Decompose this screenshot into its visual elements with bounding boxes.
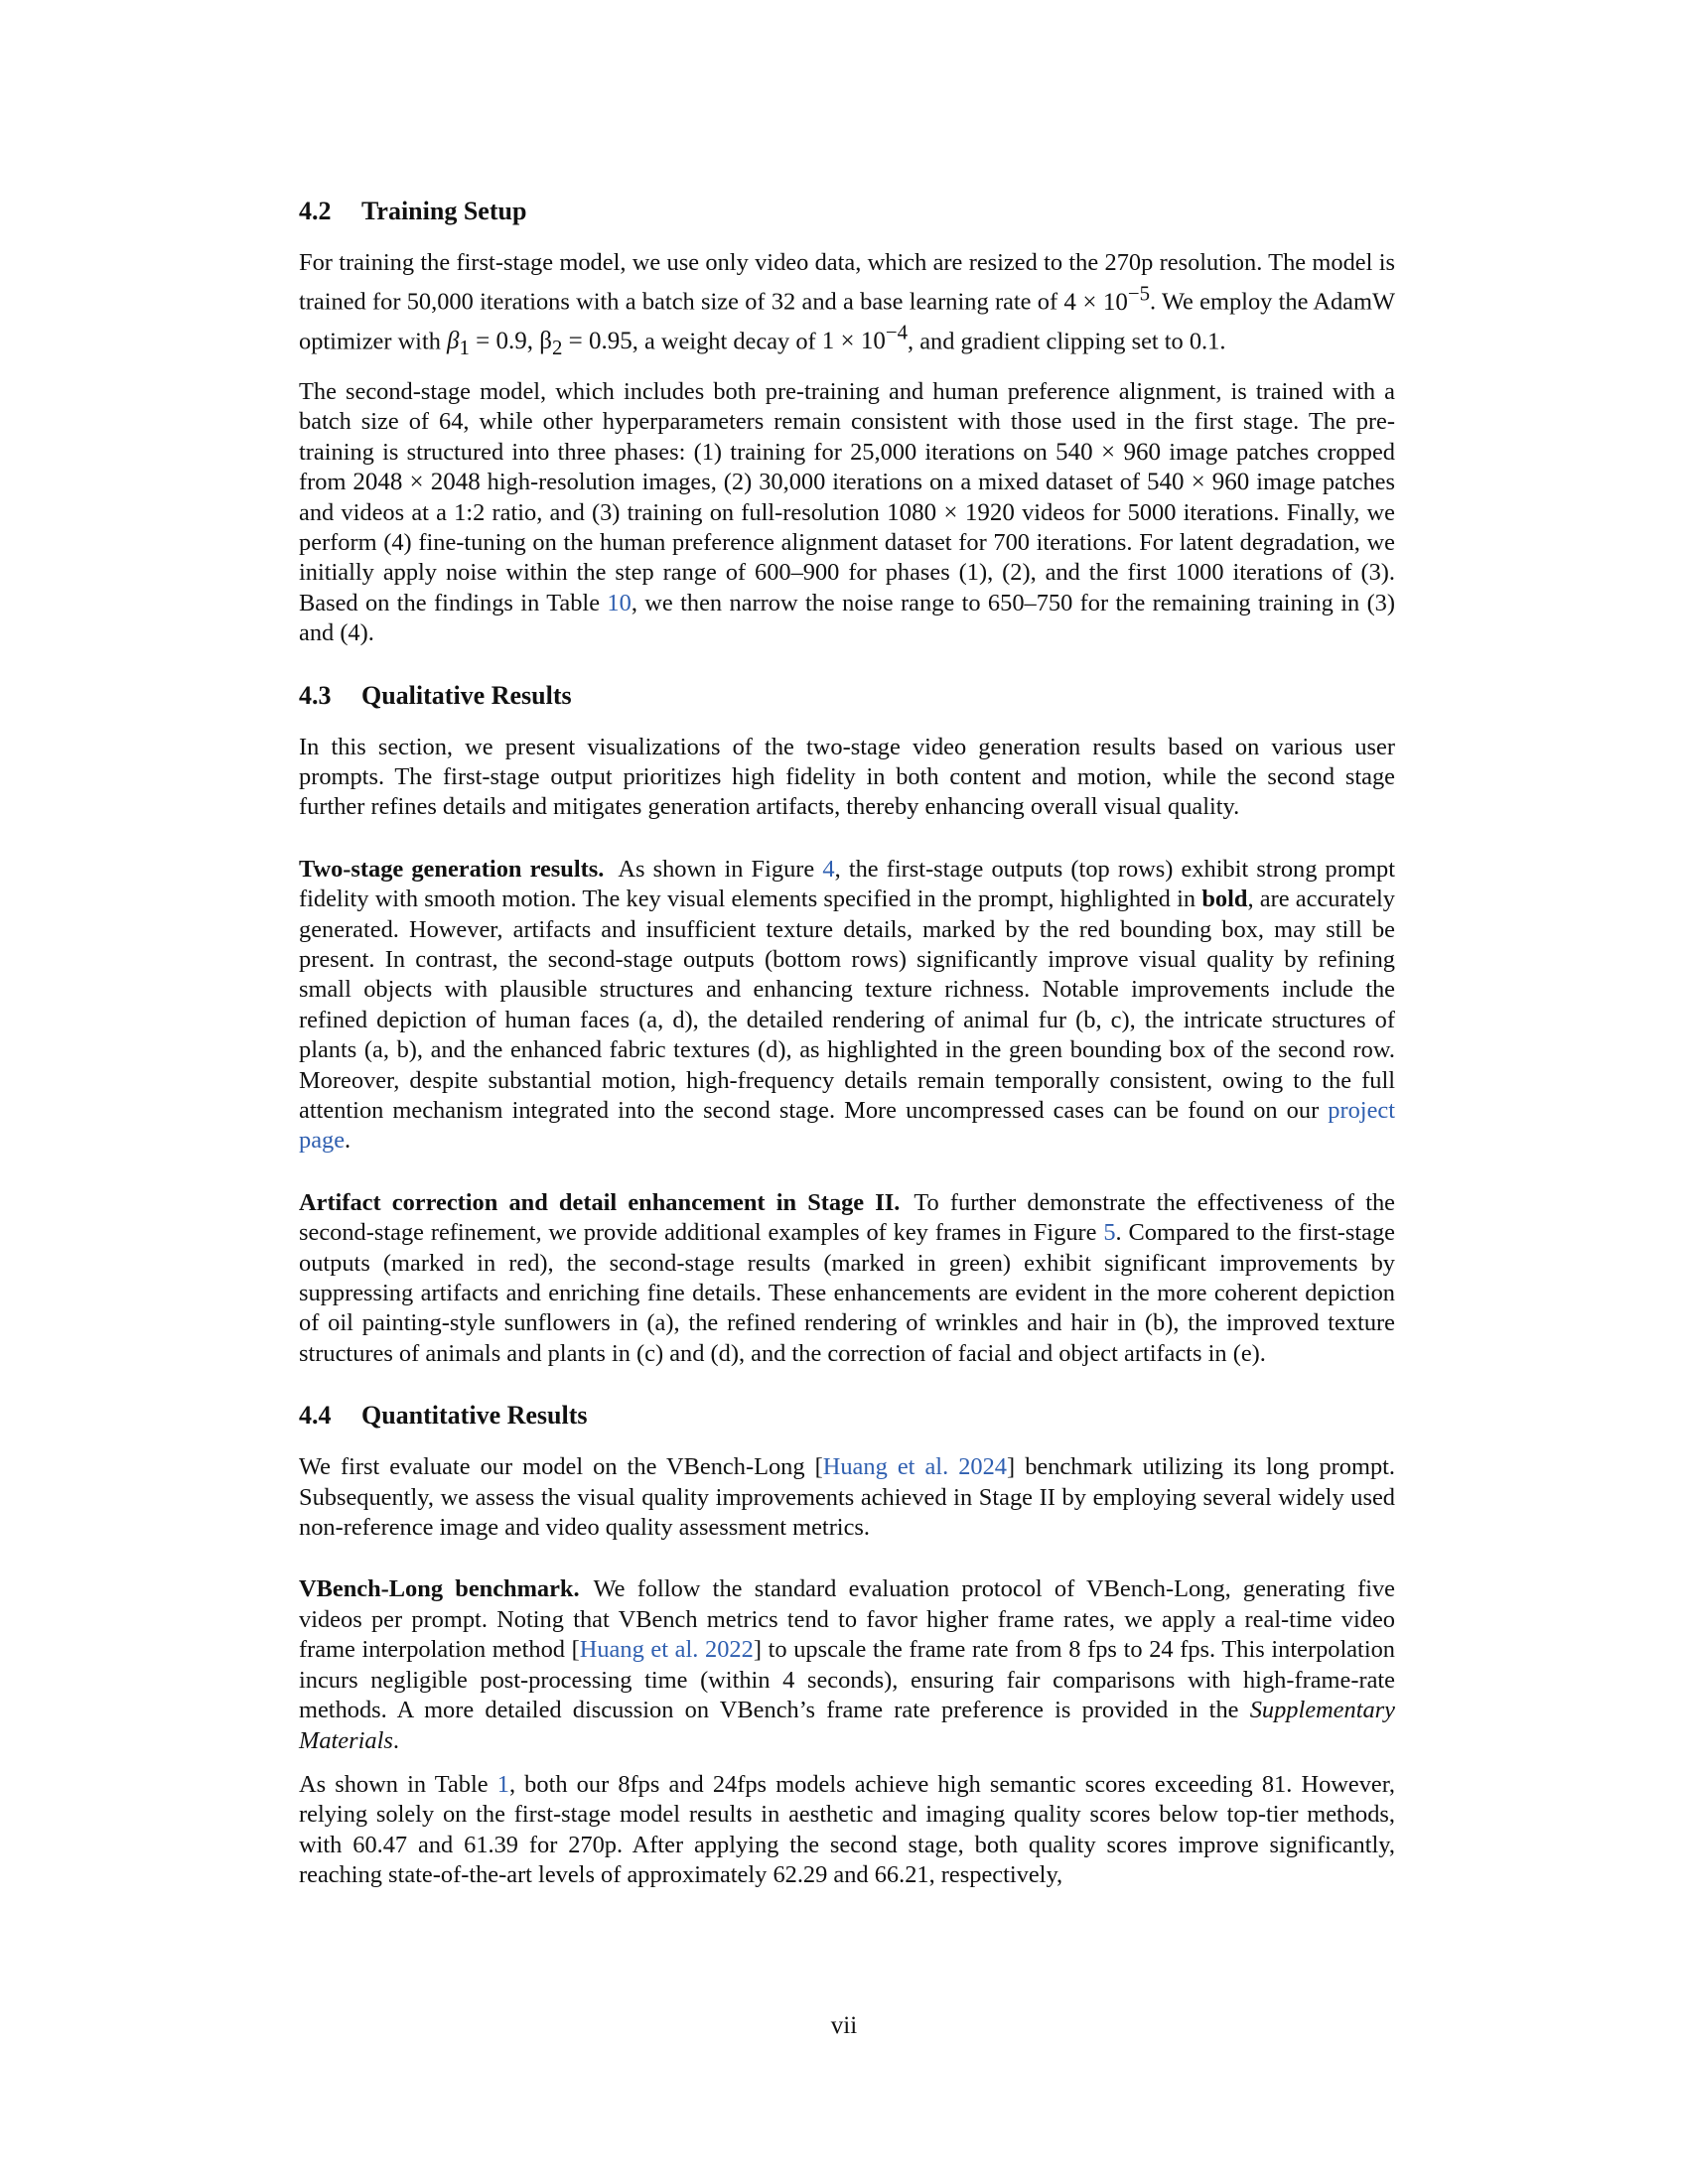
table-reference-link[interactable]: 1 [496, 1770, 509, 1798]
math-sub: 2 [551, 336, 563, 360]
text-run: , the first-stage outputs (top rows) exhibit strong prompt fidelity with smooth motion. The key visual elements specified in the prompt, highlighted in [299, 855, 1395, 913]
text-run: high-resolution images, (2) 30,000 iterations on a mixed dataset of [480, 469, 1147, 496]
paragraph-two-stage-results [299, 855, 1395, 1157]
text-run: . [392, 1726, 399, 1754]
paragraph-qualitative-intro: In this section, we present visualizations of the two-stage video generation results based on various user prompts. The first-stage output prioritizes high fidelity in both content and motion, while the second stage further refines details and mitigates generation artifacts, thereby enhancing overall visual quality. [299, 733, 1395, 821]
math-weight-decay [821, 321, 909, 355]
text-run: We follow the standard evaluation protocol of VBench-Long, generating five videos per prompt. Noting that VBench metrics tend to favor higher frame rates, we apply a real-time video frame interpolation method [ [299, 1575, 1395, 1664]
section-heading-4-3 [299, 681, 1395, 711]
math-run: β [447, 328, 460, 355]
text-run: , and gradient clipping set to 0.1. [908, 328, 1226, 355]
paragraph-training-second-stage [299, 377, 1395, 649]
project-page-link[interactable]: project page [299, 1097, 1395, 1155]
text-run: . We employ the AdamW optimizer with [299, 288, 1395, 355]
text-run: , are accurately generated. However, artifacts and insufficient texture details, marked by the red bounding box, may still be present. In contrast, the second-stage outputs (bottom rows) significantly improve visual quality by refining small objects with plausible structures and enhancing texture richness. Notable improvements include the refined depiction of human faces (a, d), the detailed rendering of animal fur (b, c), the intricate structures of plants (a, b), and the enhanced fabric textures (d), as highlighted in the green bounding box of the second row. Moreover, despite substantial motion, high-frequency details remain temporally consistent, owing to the full attention mechanism integrated into the second stage. More uncompressed cases can be found on our [299, 886, 1395, 1124]
text-run: , both our 8fps and 24fps models achieve high semantic scores exceeding 81. However, relying solely on the first-stage model results in aesthetic and imaging quality scores below top-tier methods, with 60.47 and 61.39 for 270p. After applying the second stage, both quality scores improve significantly, reaching state-of-the-art levels of approximately 62.29 and 66.21, respectively, [299, 1770, 1395, 1889]
text-run: . [345, 1127, 352, 1155]
paper-page [299, 197, 1395, 1891]
section-heading-4-4 [299, 1401, 1395, 1431]
paragraph-artifact-correction [299, 1188, 1395, 1369]
paragraph-vbench-results [299, 1770, 1395, 1891]
text-run: ] to upscale the frame rate from 8 fps to 24 fps. This interpolation incurs negligible post-processing time (within 4 seconds), ensuring fair comparisons with high-frame-rate methods. A more detailed discussion on VBench’s frame rate preference is provided in the [299, 1636, 1396, 1724]
math-sup: −5 [1127, 281, 1151, 306]
text-run: For training the first-stage model, we use only video data, which are resized to the 270p resolution. The model is trained for 50,000 iterations with a batch size of 32 and a base learning rate of [299, 249, 1395, 316]
italic-text: Supplementary Materials [299, 1697, 1395, 1754]
section-number: 4.4 [299, 1401, 332, 1431]
text-run: To further demonstrate the effectiveness of the second-stage refinement, we provide additional examples of key frames in Figure [299, 1188, 1395, 1247]
section-title: Training Setup [361, 197, 527, 225]
paragraph-training-first-stage [299, 248, 1395, 363]
math-run: = 0.9, β [469, 328, 552, 355]
paragraph-heading: Two-stage generation results. [299, 855, 605, 883]
math-run: = 0.95 [562, 328, 633, 355]
section-title: Quantitative Results [361, 1401, 588, 1431]
bold-text: bold [1201, 886, 1248, 913]
text-run: , we then narrow the noise range to 650–750 for the remaining training in (3) and (4). [299, 589, 1396, 647]
text-run: As shown in Table [299, 1770, 497, 1798]
text-run: The second-stage model, which includes both pre-training and human preference alignment, is trained with a batch size of 64, while other hyperparameters remain consistent with those used in the first stage. The pre-training is structured into three phases: (1) training for 25,000 iterations on [299, 377, 1395, 466]
text-run: videos for 5000 iterations. Finally, we perform (4) fine-tuning on the human preference alignment dataset for 700 iterations. For latent degradation, we initially apply noise within the step range of 600–900 for phases (1), (2), and the first 1000 iterations of (3). Based on the findings in Table [299, 498, 1395, 616]
math-learning-rate [1063, 281, 1151, 316]
figure-reference-link[interactable]: 5 [1103, 1219, 1116, 1247]
section-heading-4-2 [299, 197, 1395, 226]
citation-link[interactable]: Huang et al. 2024 [822, 1453, 1008, 1481]
math-run: 540 × 960 [1055, 438, 1161, 466]
math-run: 2048 × 2048 [352, 469, 481, 496]
section-title: Qualitative Results [361, 680, 572, 710]
page-number: vii [830, 2012, 858, 2039]
paragraph-heading: VBench-Long benchmark. [299, 1575, 580, 1603]
math-betas [447, 328, 633, 360]
math-sup: −4 [885, 321, 909, 345]
text-run: . Compared to the first-stage outputs (marked in red), the second-stage results (marked in green) exhibit significant improvements by suppressing artifacts and enriching fine details. These enhancements are evident in the more coherent depiction of oil painting-style sunflowers in (a), the refined rendering of wrinkles and hair in (b), the improved texture structures of animals and plants in (c) and (d), and the correction of facial and object artifacts in (e). [299, 1219, 1395, 1367]
paragraph-heading: Artifact correction and detail enhancement in Stage II. [299, 1188, 901, 1216]
text-run: image patches cropped from [299, 438, 1395, 496]
math-sub: 1 [459, 336, 470, 360]
math-run: 4 × 10 [1063, 288, 1128, 316]
math-run: 540 × 960 [1146, 469, 1250, 496]
text-run: As shown in Figure [618, 855, 823, 883]
math-run: 1 × 10 [821, 328, 886, 355]
citation-link[interactable]: Huang et al. 2022 [579, 1636, 754, 1664]
text-run: We first evaluate our model on the VBench-Long [ [299, 1453, 823, 1481]
text-run: , a weight decay of [632, 328, 822, 355]
section-number: 4.3 [299, 680, 332, 710]
figure-reference-link[interactable]: 4 [822, 855, 835, 883]
paragraph-quantitative-intro [299, 1452, 1395, 1543]
table-reference-link[interactable]: 10 [607, 589, 632, 616]
paragraph-vbench-long [299, 1574, 1395, 1755]
text-run: image patches and videos at a 1:2 ratio, and (3) training on full-resolution [299, 469, 1395, 526]
section-number: 4.2 [299, 197, 332, 225]
text-run: ] benchmark utilizing its long prompt. Subsequently, we assess the visual quality improvements achieved in Stage II by employing several widely used non-reference image and video quality assessment metrics. [299, 1453, 1396, 1542]
math-run: 1080 × 1920 [887, 498, 1015, 526]
